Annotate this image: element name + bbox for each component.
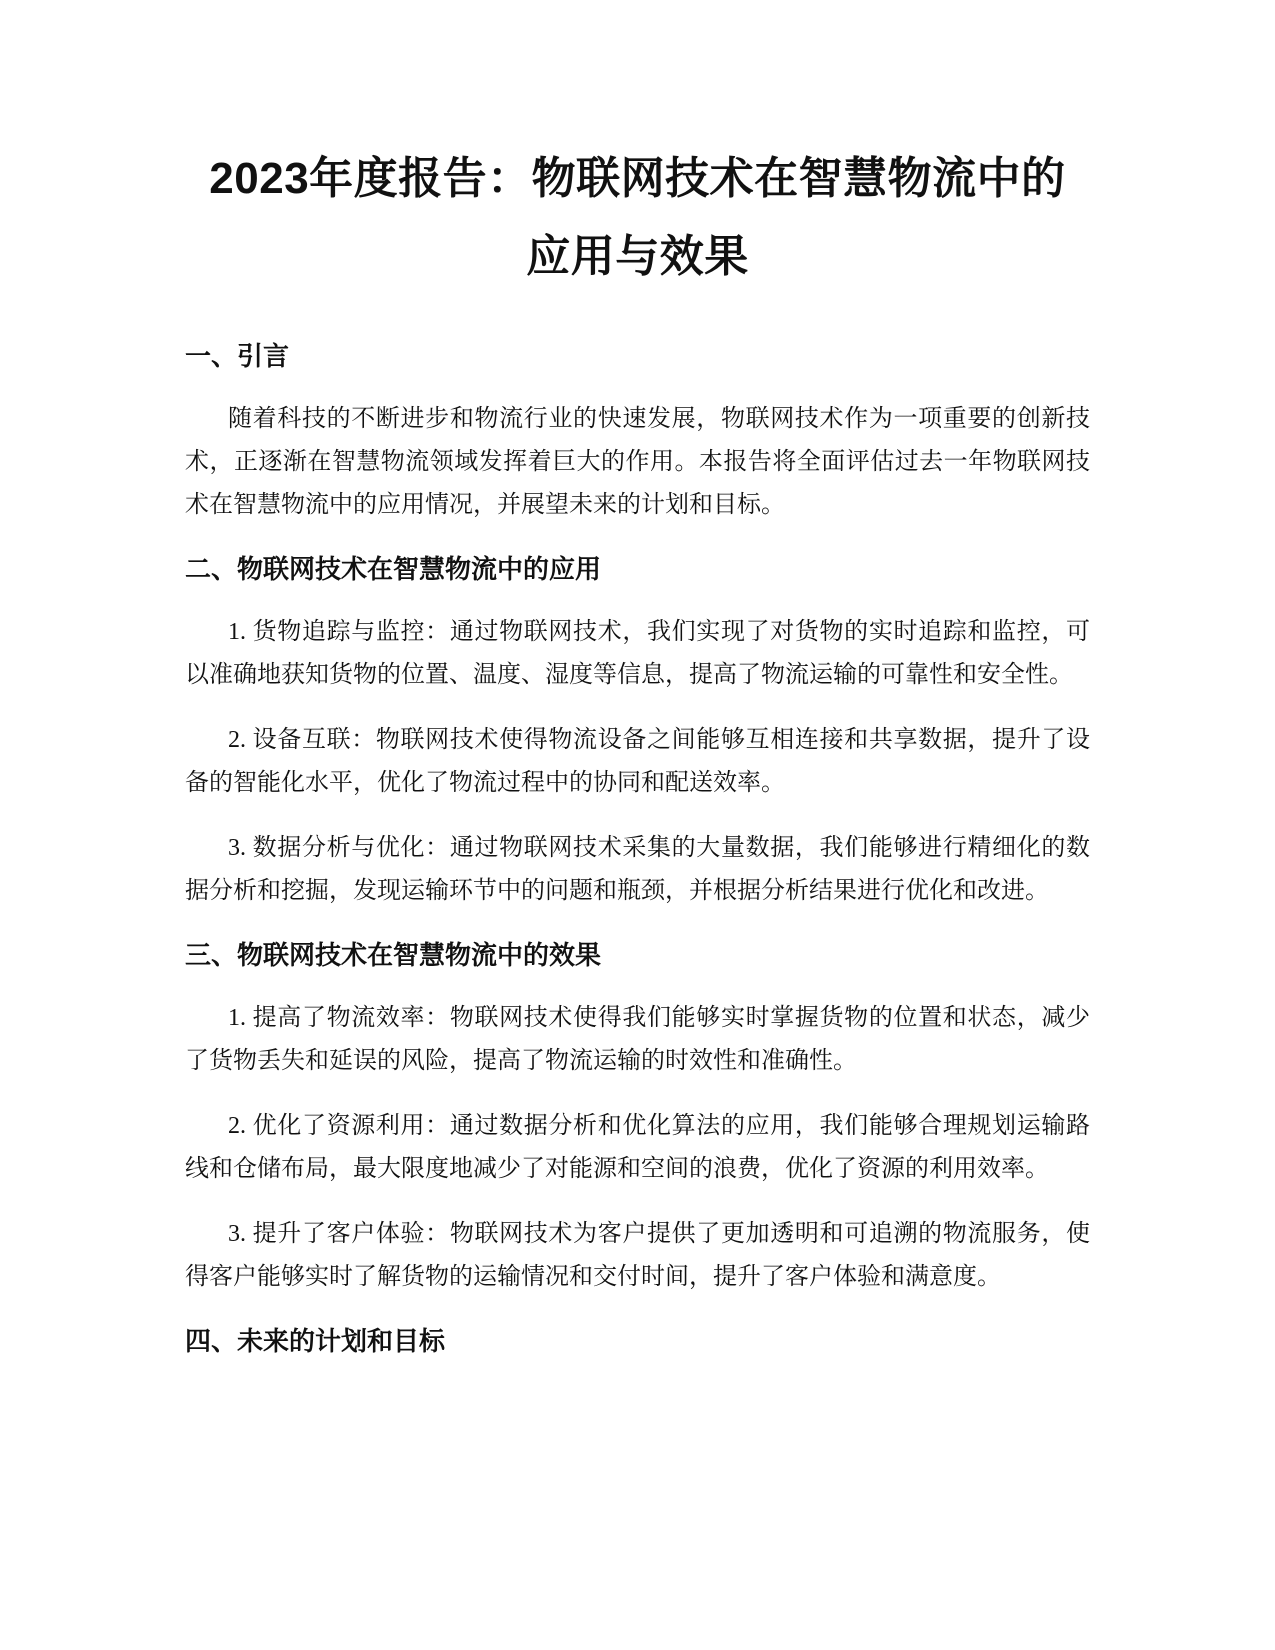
paragraph: 2. 设备互联：物联网技术使得物流设备之间能够互相连接和共享数据，提升了设备的智能化水平，优化了物流过程中的协同和配送效率。 <box>185 727 1090 796</box>
paragraph: 1. 货物追踪与监控：通过物联网技术，我们实现了对货物的实时追踪和监控，可以准确地获知货物的位置、温度、湿度等信息，提高了物流运输的可靠性和安全性。 <box>185 619 1090 688</box>
section-heading: 四、未来的计划和目标 <box>185 1326 446 1356</box>
section-heading: 二、物联网技术在智慧物流中的应用 <box>185 554 602 584</box>
paragraph: 3. 提升了客户体验：物联网技术为客户提供了更加透明和可追溯的物流服务，使得客户能够实时了解货物的运输情况和交付时间，提升了客户体验和满意度。 <box>185 1221 1090 1290</box>
paragraph: 3. 数据分析与优化：通过物联网技术采集的大量数据，我们能够进行精细化的数据分析和挖掘，发现运输环节中的问题和瓶颈，并根据分析结果进行优化和改进。 <box>185 835 1090 904</box>
document-title <box>185 140 1090 296</box>
paragraph: 1. 提高了物流效率：物联网技术使得我们能够实时掌握货物的位置和状态，减少了货物丢失和延误的风险，提高了物流运输的时效性和准确性。 <box>185 1005 1090 1074</box>
title-line-2: 应用与效果 <box>526 232 749 281</box>
section-introduction <box>185 336 1090 527</box>
section-effects <box>185 935 1090 1299</box>
paragraph: 随着科技的不断进步和物流行业的快速发展，物联网技术作为一项重要的创新技术，正逐渐在智慧物流领域发挥着巨大的作用。本报告将全面评估过去一年物联网技术在智慧物流中的应用情况，并展望未来的计划和目标。 <box>185 406 1090 518</box>
section-future-plans <box>185 1321 1090 1361</box>
section-heading: 一、引言 <box>185 341 290 371</box>
title-line-1: 2023年度报告：物联网技术在智慧物流中的 <box>209 154 1066 203</box>
section-heading: 三、物联网技术在智慧物流中的效果 <box>185 940 602 970</box>
section-applications <box>185 549 1090 913</box>
paragraph: 2. 优化了资源利用：通过数据分析和优化算法的应用，我们能够合理规划运输路线和仓储布局，最大限度地减少了对能源和空间的浪费，优化了资源的利用效率。 <box>185 1113 1090 1182</box>
